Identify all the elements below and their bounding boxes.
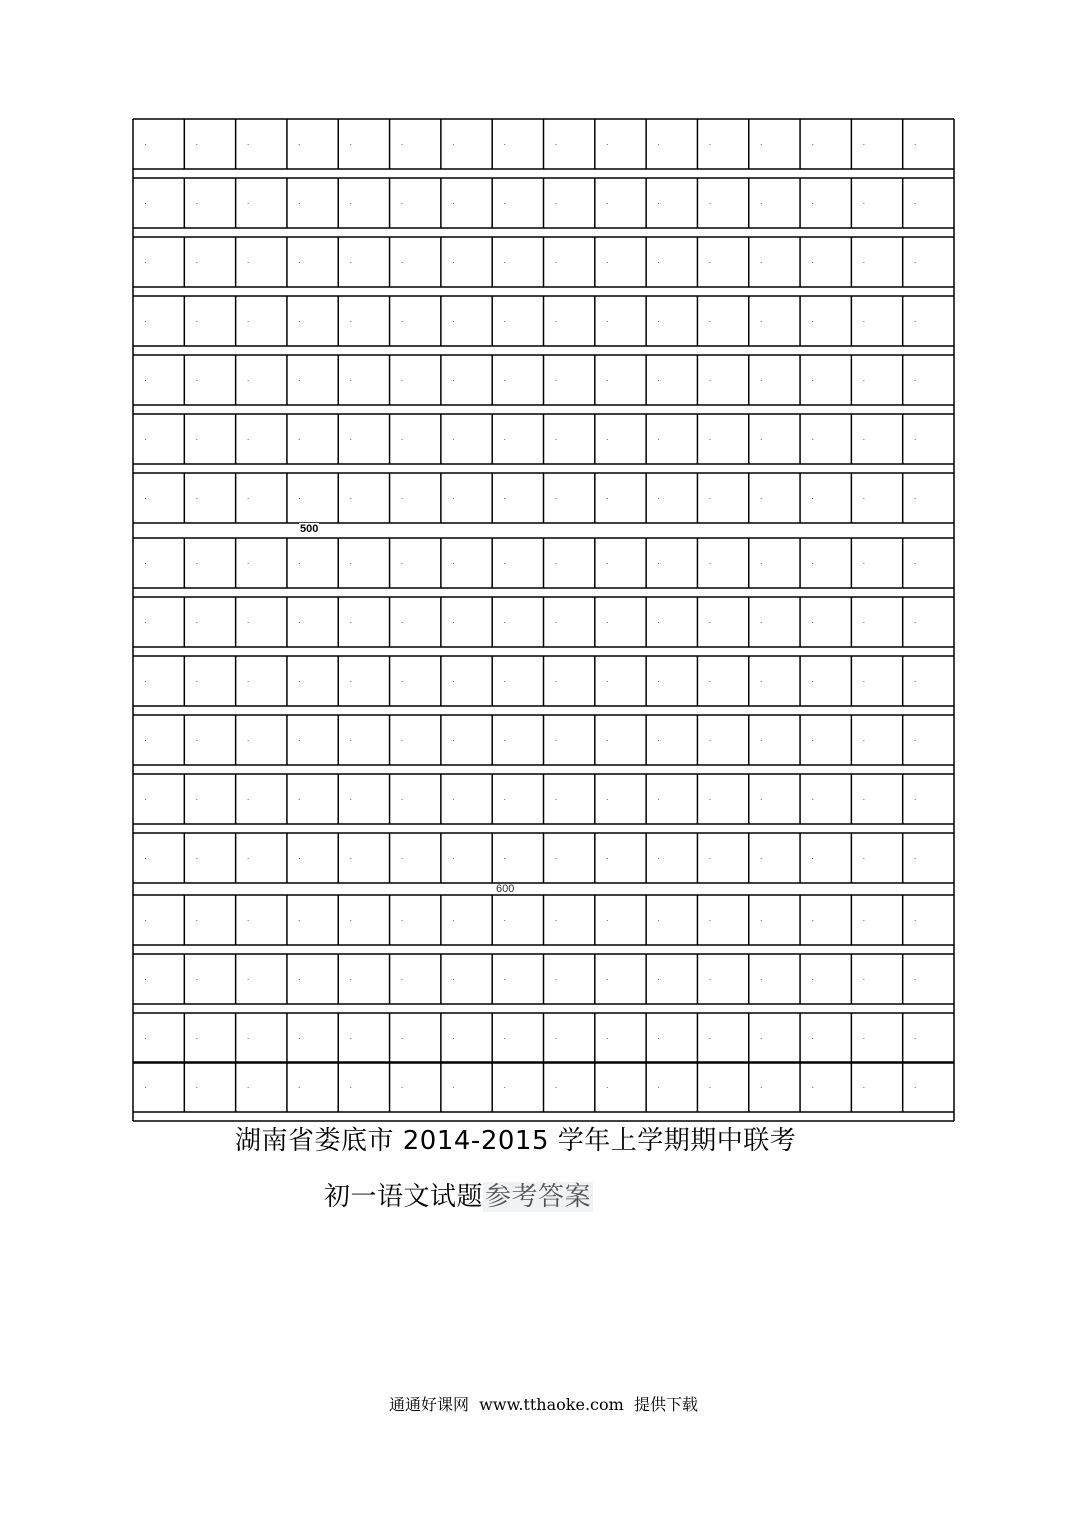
- grid-cell-dot: [607, 858, 608, 859]
- grid-cell-dot: [504, 563, 505, 564]
- grid-cell-dot: [196, 979, 197, 980]
- grid-cell-dot: [607, 740, 608, 741]
- grid-cell-dot: [453, 498, 454, 499]
- grid-cell-dot: [915, 920, 916, 921]
- grid-cell-dot: [863, 979, 864, 980]
- grid-cell-dot: [607, 563, 608, 564]
- grid-cell-dot: [299, 920, 300, 921]
- grid-cell-dot: [915, 144, 916, 145]
- grid-cell-dot: [145, 1038, 146, 1039]
- grid-cell-dot: [761, 740, 762, 741]
- grid-cell-dot: [350, 622, 351, 623]
- grid-cell-dot: [658, 380, 659, 381]
- grid-cell-dot: [504, 799, 505, 800]
- grid-cell-dot: [658, 144, 659, 145]
- grid-cell-dot: [812, 262, 813, 263]
- grid-cell-dot: [248, 979, 249, 980]
- exam-title: 湖南省娄底市 2014-2015 学年上学期期中联考: [235, 1126, 797, 1156]
- grid-cell-dot: [248, 740, 249, 741]
- grid-cell-dot: [863, 920, 864, 921]
- grid-cell-dot: [812, 380, 813, 381]
- grid-cell-dot: [350, 1038, 351, 1039]
- grid-cell-dot: [915, 1087, 916, 1088]
- grid-cell-dot: [658, 439, 659, 440]
- grid-cell-dot: [350, 498, 351, 499]
- grid-cell-dot: [709, 1087, 710, 1088]
- grid-cell-dot: [863, 439, 864, 440]
- grid-cell-dot: [863, 681, 864, 682]
- grid-cell-dot: [453, 622, 454, 623]
- grid-cell-dot: [299, 979, 300, 980]
- grid-cell-dot: [658, 740, 659, 741]
- grid-cell-dot: [145, 498, 146, 499]
- grid-cell-dot: [350, 740, 351, 741]
- grid-cell-dot: [607, 203, 608, 204]
- grid-cell-dot: [709, 858, 710, 859]
- grid-cell-dot: [658, 203, 659, 204]
- grid-cell-dot: [556, 799, 557, 800]
- grid-cell-dot: [196, 439, 197, 440]
- grid-cell-dot: [145, 439, 146, 440]
- grid-cell-dot: [145, 144, 146, 145]
- grid-cell-dot: [196, 498, 197, 499]
- grid-cell-dot: [453, 144, 454, 145]
- grid-cell-dot: [299, 321, 300, 322]
- grid-cell-dot: [761, 681, 762, 682]
- word-count-marker-500: 500: [300, 523, 319, 535]
- grid-cell-dot: [453, 380, 454, 381]
- grid-cell-dot: [658, 799, 659, 800]
- grid-cell-dot: [556, 262, 557, 263]
- grid-cell-dot: [248, 321, 249, 322]
- grid-cell-dot: [248, 203, 249, 204]
- grid-cell-dot: [350, 681, 351, 682]
- grid-cell-dot: [248, 380, 249, 381]
- grid-cell-dot: [556, 681, 557, 682]
- grid-cell-dot: [915, 681, 916, 682]
- grid-cell-dot: [709, 439, 710, 440]
- grid-cell-dot: [248, 563, 249, 564]
- grid-cell-dot: [453, 920, 454, 921]
- grid-cell-dot: [863, 380, 864, 381]
- grid-cell-dot: [402, 799, 403, 800]
- grid-cell-dot: [196, 681, 197, 682]
- grid-cell-dot: [145, 740, 146, 741]
- grid-cell-dot: [248, 498, 249, 499]
- grid-cell-dot: [248, 622, 249, 623]
- grid-cell-dot: [812, 321, 813, 322]
- grid-cell-dot: [504, 203, 505, 204]
- grid-cell-dot: [453, 681, 454, 682]
- grid-cell-dot: [915, 262, 916, 263]
- grid-cell-dot: [350, 920, 351, 921]
- grid-cell-dot: [145, 563, 146, 564]
- grid-cell-dot: [402, 321, 403, 322]
- grid-cell-dot: [709, 799, 710, 800]
- grid-cell-dot: [863, 144, 864, 145]
- grid-cell-dot: [504, 681, 505, 682]
- grid-cell-dot: [196, 262, 197, 263]
- grid-cell-dot: [761, 439, 762, 440]
- grid-cell-dot: [761, 498, 762, 499]
- grid-cell-dot: [504, 1038, 505, 1039]
- grid-cell-dot: [504, 920, 505, 921]
- grid-cell-dot: [863, 1087, 864, 1088]
- grid-cell-dot: [299, 498, 300, 499]
- grid-cell-dot: [299, 563, 300, 564]
- grid-cell-dot: [453, 1038, 454, 1039]
- word-count-marker-600: 600: [496, 883, 515, 895]
- grid-cell-dot: [145, 203, 146, 204]
- grid-cell-dot: [761, 920, 762, 921]
- grid-cell-dot: [145, 799, 146, 800]
- grid-cell-dot: [145, 380, 146, 381]
- grid-cell-dot: [556, 1087, 557, 1088]
- grid-cell-dot: [504, 321, 505, 322]
- grid-cell-dot: [196, 203, 197, 204]
- grid-cell-dot: [556, 1038, 557, 1039]
- grid-cell-dot: [504, 858, 505, 859]
- grid-cell-dot: [863, 858, 864, 859]
- grid-cell-dot: [350, 799, 351, 800]
- grid-cell-dot: [812, 681, 813, 682]
- grid-cell-dot: [556, 858, 557, 859]
- grid-cell-dot: [453, 1087, 454, 1088]
- grid-cell-dot: [556, 563, 557, 564]
- grid-cell-dot: [709, 740, 710, 741]
- grid-cell-dot: [709, 321, 710, 322]
- grid-cell-dot: [915, 740, 916, 741]
- grid-cell-dot: [556, 439, 557, 440]
- grid-cell-dot: [915, 622, 916, 623]
- grid-cell-dot: [607, 1087, 608, 1088]
- grid-cell-dot: [607, 1038, 608, 1039]
- grid-cell-dot: [709, 979, 710, 980]
- grid-cell-dot: [453, 439, 454, 440]
- grid-cell-dot: [761, 1087, 762, 1088]
- grid-cell-dot: [812, 1038, 813, 1039]
- grid-cell-dot: [299, 799, 300, 800]
- grid-cell-dot: [915, 858, 916, 859]
- grid-cell-dot: [761, 144, 762, 145]
- grid-cell-dot: [658, 979, 659, 980]
- grid-cell-dot: [299, 1087, 300, 1088]
- grid-cell-dot: [915, 979, 916, 980]
- grid-cell-dot: [658, 1038, 659, 1039]
- grid-cell-dot: [504, 979, 505, 980]
- grid-cell-dot: [709, 498, 710, 499]
- grid-cell-dot: [196, 858, 197, 859]
- grid-cell-dot: [196, 1087, 197, 1088]
- grid-cell-dot: [658, 920, 659, 921]
- grid-cell-dot: [607, 498, 608, 499]
- grid-cell-dot: [915, 1038, 916, 1039]
- grid-cell-dot: [504, 439, 505, 440]
- grid-cell-dot: [658, 262, 659, 263]
- grid-cell-dot: [658, 321, 659, 322]
- grid-cell-dot: [248, 799, 249, 800]
- grid-cell-dot: [299, 622, 300, 623]
- grid-cell-dot: [709, 262, 710, 263]
- grid-cell-dot: [863, 498, 864, 499]
- grid-cell-dot: [145, 920, 146, 921]
- grid-cell-dot: [761, 321, 762, 322]
- grid-cell-dot: [761, 799, 762, 800]
- grid-cell-dot: [812, 799, 813, 800]
- grid-cell-dot: [812, 498, 813, 499]
- grid-cell-dot: [248, 262, 249, 263]
- grid-cell-dot: [248, 681, 249, 682]
- grid-cell-dot: [863, 321, 864, 322]
- grid-cell-dot: [709, 1038, 710, 1039]
- grid-cell-dot: [556, 740, 557, 741]
- grid-cell-dot: [658, 498, 659, 499]
- grid-cell-dot: [248, 1038, 249, 1039]
- grid-cell-dot: [453, 321, 454, 322]
- grid-cell-dot: [248, 920, 249, 921]
- grid-cell-dot: [350, 979, 351, 980]
- grid-cell-dot: [402, 203, 403, 204]
- grid-cell-dot: [299, 681, 300, 682]
- grid-cell-dot: [607, 681, 608, 682]
- grid-cell-dot: [504, 740, 505, 741]
- grid-cell-dot: [761, 203, 762, 204]
- grid-cell-dot: [761, 380, 762, 381]
- grid-cell-dot: [658, 563, 659, 564]
- grid-cell-dot: [504, 622, 505, 623]
- grid-cell-dot: [453, 799, 454, 800]
- grid-cell-dot: [402, 439, 403, 440]
- grid-cell-dot: [402, 920, 403, 921]
- grid-cell-dot: [658, 622, 659, 623]
- grid-cell-dot: [504, 262, 505, 263]
- grid-cell-dot: [350, 1087, 351, 1088]
- grid-cell-dot: [145, 979, 146, 980]
- grid-cell-dot: [402, 740, 403, 741]
- grid-cell-dot: [350, 203, 351, 204]
- grid-cell-dot: [504, 380, 505, 381]
- grid-cell-dot: [196, 563, 197, 564]
- grid-cell-dot: [402, 979, 403, 980]
- grid-cell-dot: [863, 203, 864, 204]
- grid-cell-dot: [761, 262, 762, 263]
- grid-cell-dot: [556, 321, 557, 322]
- grid-cell-dot: [196, 920, 197, 921]
- grid-cell-dot: [299, 262, 300, 263]
- grid-cell-dot: [607, 799, 608, 800]
- grid-cell-dot: [915, 498, 916, 499]
- grid-cell-dot: [402, 563, 403, 564]
- grid-cell-dot: [402, 380, 403, 381]
- grid-cell-dot: [812, 979, 813, 980]
- grid-cell-dot: [350, 858, 351, 859]
- grid-cell-dot: [709, 563, 710, 564]
- grid-cell-dot: [863, 740, 864, 741]
- grid-cell-dot: [196, 321, 197, 322]
- grid-cell-dot: [196, 1038, 197, 1039]
- grid-cell-dot: [761, 563, 762, 564]
- grid-cell-dot: [453, 262, 454, 263]
- grid-cell-dot: [453, 563, 454, 564]
- grid-cell-dot: [761, 979, 762, 980]
- grid-cell-dot: [863, 799, 864, 800]
- grid-cell-dot: [196, 622, 197, 623]
- grid-cell-dot: [402, 262, 403, 263]
- grid-cell-dot: [402, 144, 403, 145]
- grid-cell-dot: [402, 622, 403, 623]
- grid-cell-dot: [812, 740, 813, 741]
- grid-cell-dot: [556, 144, 557, 145]
- grid-cell-dot: [453, 979, 454, 980]
- grid-cell-dot: [145, 858, 146, 859]
- grid-cell-dot: [196, 740, 197, 741]
- grid-cell-dot: [248, 144, 249, 145]
- grid-cell-dot: [709, 144, 710, 145]
- grid-cell-dot: [915, 203, 916, 204]
- grid-cell-dot: [915, 380, 916, 381]
- grid-cell-dot: [350, 262, 351, 263]
- grid-cell-dot: [607, 321, 608, 322]
- grid-cell-dot: [812, 622, 813, 623]
- grid-cell-dot: [350, 321, 351, 322]
- grid-cell-dot: [915, 799, 916, 800]
- grid-cell-dot: [812, 563, 813, 564]
- grid-cell-dot: [350, 380, 351, 381]
- grid-cell-dot: [145, 681, 146, 682]
- grid-cell-dot: [350, 563, 351, 564]
- grid-cell-dot: [915, 321, 916, 322]
- grid-cell-dot: [709, 622, 710, 623]
- grid-cell-dot: [145, 1087, 146, 1088]
- grid-cell-dot: [709, 203, 710, 204]
- grid-cell-dot: [248, 1087, 249, 1088]
- grid-cell-dot: [196, 380, 197, 381]
- grid-cell-dot: [863, 563, 864, 564]
- grid-cell-dot: [761, 858, 762, 859]
- grid-cell-dot: [556, 920, 557, 921]
- grid-cell-dot: [863, 262, 864, 263]
- grid-cell-dot: [299, 1038, 300, 1039]
- grid-cell-dot: [709, 681, 710, 682]
- grid-cell-dot: [350, 144, 351, 145]
- grid-cell-dot: [607, 262, 608, 263]
- grid-cell-dot: [402, 1087, 403, 1088]
- grid-cell-dot: [453, 858, 454, 859]
- grid-cell-dot: [863, 1038, 864, 1039]
- grid-cell-dot: [402, 1038, 403, 1039]
- grid-cell-dot: [350, 439, 351, 440]
- grid-cell-dot: [402, 858, 403, 859]
- grid-cell-dot: [812, 203, 813, 204]
- grid-cell-dot: [145, 321, 146, 322]
- grid-cell-dot: [658, 1087, 659, 1088]
- grid-cell-dot: [915, 439, 916, 440]
- grid-cell-dot: [402, 681, 403, 682]
- grid-cell-dot: [196, 799, 197, 800]
- grid-cell-dot: [812, 144, 813, 145]
- grid-cell-dot: [299, 203, 300, 204]
- grid-cell-dot: [145, 622, 146, 623]
- grid-cell-dot: [761, 622, 762, 623]
- grid-cell-dot: [812, 858, 813, 859]
- grid-cell-dot: [607, 979, 608, 980]
- grid-cell-dot: [761, 1038, 762, 1039]
- grid-cell-dot: [812, 1087, 813, 1088]
- grid-cell-dot: [863, 622, 864, 623]
- grid-cell-dot: [402, 498, 403, 499]
- grid-cell-dot: [196, 144, 197, 145]
- grid-cell-dot: [299, 380, 300, 381]
- grid-cell-dot: [299, 439, 300, 440]
- subtitle-main: 初一语文试题: [324, 1182, 484, 1212]
- grid-cell-dot: [658, 681, 659, 682]
- grid-cell-dot: [299, 740, 300, 741]
- footer-credit: 通通好课网 www.tthaoke.com 提供下载: [389, 1395, 698, 1414]
- grid-cell-dot: [607, 380, 608, 381]
- grid-cell-dot: [607, 144, 608, 145]
- grid-cell-dot: [607, 622, 608, 623]
- grid-cell-dot: [556, 380, 557, 381]
- grid-cell-dot: [504, 1087, 505, 1088]
- subtitle-highlight: 参考答案: [485, 1182, 592, 1212]
- grid-cell-dot: [607, 920, 608, 921]
- grid-cell-dot: [504, 498, 505, 499]
- grid-cell-dot: [248, 858, 249, 859]
- grid-cell-dot: [556, 979, 557, 980]
- grid-cell-dot: [556, 203, 557, 204]
- grid-cell-dot: [556, 498, 557, 499]
- grid-cell-dot: [453, 740, 454, 741]
- exam-subtitle: [324, 1180, 593, 1214]
- grid-cell-dot: [658, 858, 659, 859]
- grid-cell-dot: [248, 439, 249, 440]
- grid-cell-dot: [299, 858, 300, 859]
- grid-cell-dot: [299, 144, 300, 145]
- grid-cell-dot: [812, 439, 813, 440]
- grid-cell-dot: [453, 203, 454, 204]
- grid-cell-dot: [812, 920, 813, 921]
- grid-cell-dot: [145, 262, 146, 263]
- grid-cell-dot: [607, 439, 608, 440]
- grid-cell-dot: [709, 380, 710, 381]
- grid-cell-dot: [915, 563, 916, 564]
- grid-cell-dot: [709, 920, 710, 921]
- grid-cell-dot: [504, 144, 505, 145]
- grid-cell-dot: [556, 622, 557, 623]
